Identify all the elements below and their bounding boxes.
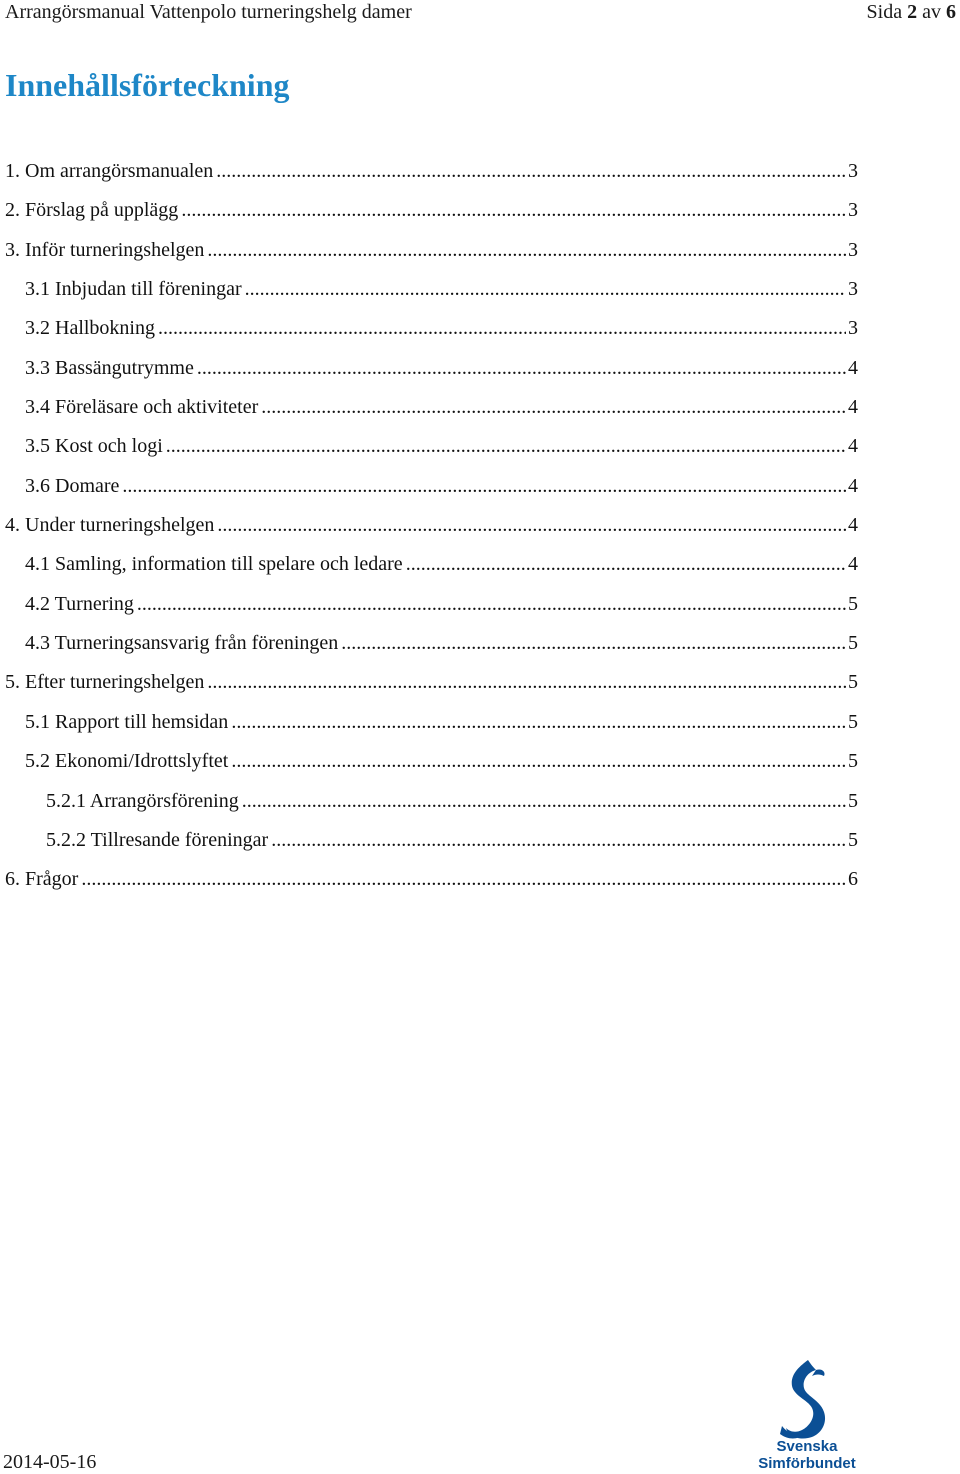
toc-leader-dots [341,627,846,659]
toc-leader-dots [261,391,846,423]
page-prefix: Sida [866,1,908,23]
toc-entry[interactable] [5,352,858,391]
toc-entry-page: 3 [848,317,858,340]
toc-entry-text: 3.6 Domare [25,474,120,497]
toc-entry[interactable] [5,785,858,824]
toc-entry-text: 5.2.1 Arrangörsförening [46,789,239,812]
toc-entry-page: 5 [848,828,858,851]
toc-entry-page: 4 [848,553,858,576]
toc-leader-dots [122,470,846,502]
toc-entry-page: 3 [848,160,858,182]
page-separator: av [917,1,946,23]
toc-entry-page: 5 [848,750,858,773]
toc-entry-text: 4.3 Turneringsansvarig från föreningen [25,632,339,655]
toc-entry[interactable] [5,824,858,863]
toc-entry-text: 3. Inför turneringshelgen [5,238,205,261]
toc-entry-page: 5 [848,671,858,694]
toc-entry[interactable] [5,470,858,509]
logo-text-simforbundet: Simförbundet [758,1455,856,1472]
toc-entry-text: 5.2.2 Tillresande föreningar [46,828,269,851]
toc-entry[interactable] [5,312,858,351]
toc-entry-text: 3.1 Inbjudan till föreningar [25,278,242,301]
toc-entry[interactable] [5,194,858,233]
toc-entry-page: 5 [848,789,858,812]
toc-leader-dots [216,155,846,187]
toc-leader-dots [197,352,846,384]
toc-entry[interactable] [5,548,858,587]
toc-entry[interactable] [5,234,858,273]
logo-text-svenska: Svenska [776,1438,838,1455]
toc-entry[interactable] [5,430,858,469]
toc-entry-text: 6. Frågor [5,868,79,891]
toc-entry-page: 4 [848,356,858,379]
toc-entry-text: 1. Om arrangörsmanualen [5,160,214,182]
toc-leader-dots [245,273,846,305]
toc-entry-page: 4 [848,396,858,419]
toc-entry-page: 5 [848,592,858,615]
toc-leader-dots [81,863,846,895]
toc-entry-text: 5.1 Rapport till hemsidan [25,710,229,733]
toc-leader-dots [217,509,846,541]
toc-leader-dots [242,785,846,817]
toc-entry-page: 4 [848,435,858,458]
table-of-contents [5,155,858,903]
page-total: 6 [946,1,956,23]
toc-leader-dots [166,430,846,462]
toc-entry-page: 4 [848,474,858,497]
toc-entry-text: 5.2 Ekonomi/Idrottslyftet [25,750,229,773]
toc-entry[interactable] [5,273,858,312]
toc-entry[interactable] [5,391,858,430]
toc-leader-dots [231,745,846,777]
toc-entry[interactable] [5,588,858,627]
toc-leader-dots [207,666,846,698]
toc-entry-text: 5. Efter turneringshelgen [5,671,205,694]
toc-entry[interactable] [5,706,858,745]
toc-entry-text: 4.2 Turnering [25,592,134,615]
toc-entry[interactable] [5,666,858,705]
toc-entry-page: 5 [848,632,858,655]
toc-leader-dots [406,548,846,580]
toc-entry[interactable] [5,509,858,548]
toc-entry[interactable] [5,627,858,666]
toc-entry-text: 4.1 Samling, information till spelare och ledare [25,553,403,576]
page-title: Innehållsförteckning [5,67,290,103]
toc-leader-dots [181,194,846,226]
toc-entry-page: 6 [848,868,858,891]
toc-entry[interactable] [5,745,858,784]
toc-entry-text: 3.5 Kost och logi [25,435,163,458]
page-indicator [867,0,956,24]
toc-entry-page: 5 [848,710,858,733]
toc-entry-text: 2. Förslag på upplägg [5,199,179,222]
toc-leader-dots [271,824,846,856]
toc-entry-page: 3 [848,238,858,261]
toc-leader-dots [137,588,846,620]
toc-entry-text: 3.3 Bassängutrymme [25,356,194,379]
toc-leader-dots [207,234,846,266]
toc-entry-text: 3.2 Hallbokning [25,317,155,340]
toc-entry-page: 3 [848,278,858,301]
toc-leader-dots [231,706,846,738]
toc-entry[interactable] [5,863,858,902]
page-current: 2 [907,1,918,23]
footer-date: 2014-05-16 [3,1451,97,1473]
toc-entry-page: 4 [848,514,858,537]
toc-entry[interactable] [5,155,858,194]
toc-entry-text: 3.4 Föreläsare och aktiviteter [25,396,259,419]
toc-entry-text: 4. Under turneringshelgen [5,514,215,537]
toc-entry-page: 3 [848,199,858,222]
document-header-title: Arrangörsmanual Vattenpolo turneringshelg damer [5,1,412,23]
toc-leader-dots [158,312,846,344]
